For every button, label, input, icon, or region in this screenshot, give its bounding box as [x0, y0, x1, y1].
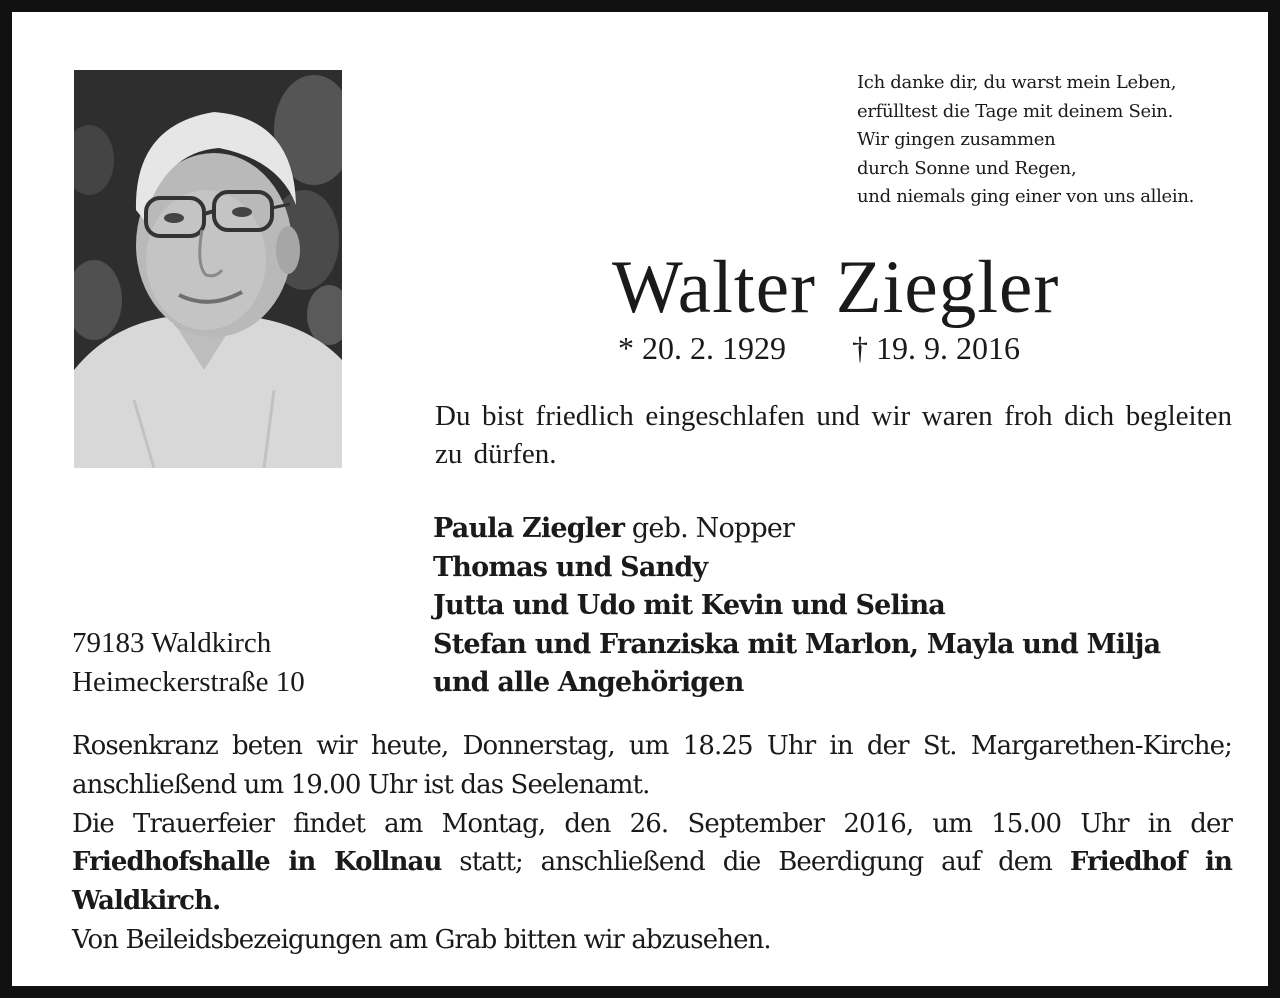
portrait-photo: [74, 70, 342, 468]
service-notice: [72, 727, 1232, 960]
funeral-location: Friedhofshalle in Kollnau: [72, 847, 442, 878]
address-street: Heimeckerstraße 10: [72, 665, 305, 698]
family-line: und alle Angehörigen: [433, 667, 744, 698]
birth-date: * 20. 2. 1929: [618, 330, 786, 366]
poem-line: Ich danke dir, du warst mein Leben,: [857, 72, 1177, 93]
poem-line: und niemals ging einer von uns allein.: [857, 186, 1195, 207]
poem-line: durch Sonne und Regen,: [857, 157, 1077, 179]
family-name-suffix: geb. Nopper: [624, 513, 795, 544]
family-line: [433, 510, 1160, 549]
death-date: † 19. 9. 2016: [852, 330, 1020, 366]
rosary-text: Rosenkranz beten wir heute, Donnerstag, um 18.25 Uhr in der St. Margarethen-Kirche; anschließend um 19.00 Uhr ist das Seelenamt.: [72, 731, 1232, 800]
family-line: Thomas und Sandy: [433, 551, 708, 583]
funeral-text-middle: statt; anschließend die Beerdigung auf dem: [441, 847, 1070, 878]
address-city: 79183 Waldkirch: [72, 627, 272, 659]
poem-line: Wir gingen zusammen: [857, 129, 1056, 150]
family-list: [433, 510, 1160, 703]
funeral-text: [72, 805, 1232, 921]
life-dates: [618, 328, 1020, 368]
family-line: Stefan und Franziska mit Marlon, Mayla und Milja: [433, 628, 1161, 660]
funeral-text-start: Die Trauerfeier findet am Montag, den 26. September 2016, um 15.00 Uhr in der: [72, 808, 1232, 839]
burial-location: Friedhof in Waldkirch.: [72, 847, 1232, 917]
closing-text: Von Beileidsbezeigungen am Grab bitten wir abzusehen.: [72, 924, 771, 955]
family-line: Jutta und Udo mit Kevin und Selina: [433, 590, 945, 621]
deceased-name: Walter Ziegler: [612, 246, 1060, 329]
verse-text: Du bist friedlich eingeschlafen und wir waren froh dich begleiten zu dürfen.: [435, 400, 1232, 470]
family-name-bold: Paula Ziegler: [433, 513, 625, 544]
poem: [857, 69, 1257, 212]
poem-line: erfülltest die Tage mit deinem Sein.: [857, 100, 1173, 122]
address: [72, 624, 305, 701]
